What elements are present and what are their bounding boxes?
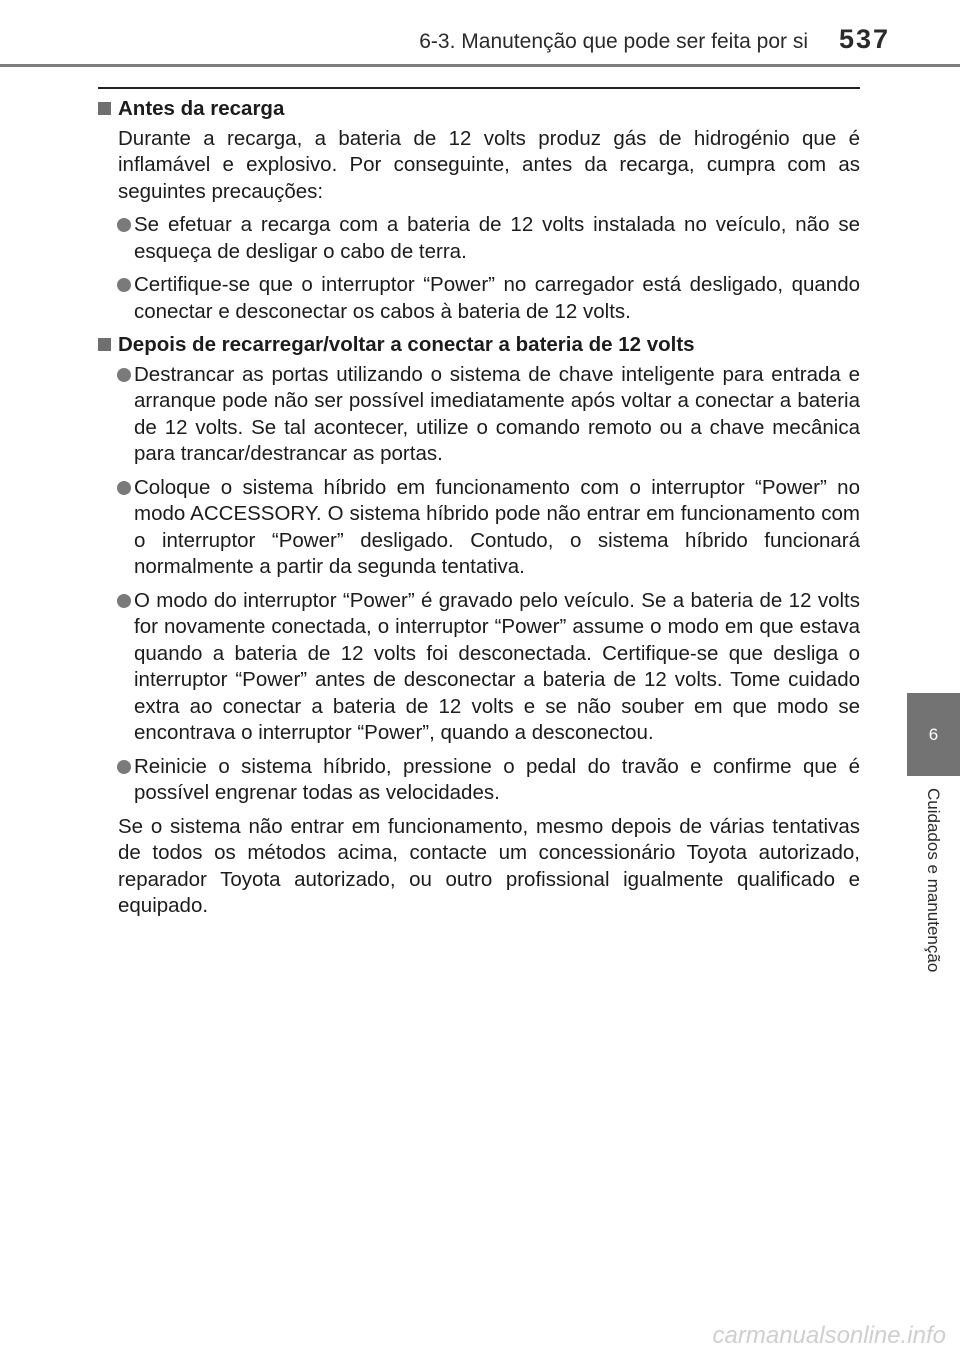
list-item	[98, 272, 860, 325]
list-item-text: O modo do interruptor “Power” é gravado pelo veículo. Se a bateria de 12 volts for novamente conectada, o interruptor “Power” assume o modo em que estava quando a bateria de 12 volts foi desconectada. Certifique-se que desliga o interruptor “Power” antes de desconectar a bateria de 12 volts. Tome cuidado extra ao conectar a bateria de 12 volts e se não souber em que modo se encontrava o interruptor “Power”, quando a desconectou.	[134, 588, 860, 744]
list-item	[98, 475, 860, 581]
content-divider	[98, 87, 860, 89]
chapter-title: Cuidados e manutenção	[924, 788, 943, 973]
list-item-text: Certifique-se que o interruptor “Power” no carregador está desligado, quando conectar e desconectar os cabos à bateria de 12 volts.	[134, 273, 860, 323]
page-content	[98, 96, 860, 927]
section-heading-before-charging	[98, 96, 860, 123]
watermark: carmanualsonline.info	[712, 1322, 946, 1349]
page-number: 537	[838, 24, 890, 54]
list-item	[98, 754, 860, 807]
heading-text: Antes da recarga	[118, 97, 285, 120]
chapter-number: 6	[928, 724, 939, 744]
header-divider	[0, 64, 960, 67]
section-title: 6-3. Manutenção que pode ser feita por si	[419, 30, 808, 53]
round-bullet-icon	[117, 218, 131, 232]
list-item-text: Destrancar as portas utilizando o sistema de chave inteligente para entrada e arranque pode não ser possível imediatamente após voltar a conectar a bateria de 12 volts. Se tal acontecer, utilize o comando remoto ou a chave mecânica para trancar/destrancar as portas.	[134, 362, 860, 465]
chapter-label	[910, 788, 956, 1018]
list-item-text: Se efetuar a recarga com a bateria de 12 volts instalada no veículo, não se esqueça de desligar o cabo de terra.	[134, 213, 860, 263]
round-bullet-icon	[117, 278, 131, 292]
chapter-tab	[907, 693, 960, 776]
round-bullet-icon	[117, 760, 131, 774]
round-bullet-icon	[117, 594, 131, 608]
page-header	[0, 0, 960, 66]
round-bullet-icon	[117, 368, 131, 382]
list-item	[98, 362, 860, 468]
section-heading-after-recharging	[98, 332, 860, 359]
list-item	[98, 588, 860, 747]
square-bullet-icon	[98, 338, 111, 351]
heading-text: Depois de recarregar/voltar a conectar a bateria de 12 volts	[118, 333, 695, 356]
list-item	[98, 212, 860, 265]
closing-paragraph: Se o sistema não entrar em funcionamento, mesmo depois de várias tentativas de todos os métodos acima, contacte um concessionário Toyota autorizado, reparador Toyota autorizado, ou outro profissional igualmente qualificado e equipado.	[118, 814, 860, 917]
list-item-text: Coloque o sistema híbrido em funcionamento com o interruptor “Power” no modo ACCESSORY. O sistema híbrido pode não entrar em funcionamento com o interruptor “Power” desligado. Contudo, o sistema híbrido funcionará normalmente a partir da segunda tentativa.	[134, 475, 860, 578]
list-item-text: Reinicie o sistema híbrido, pressione o pedal do travão e confirme que é possível engrenar todas as velocidades.	[134, 754, 860, 804]
square-bullet-icon	[98, 102, 111, 115]
round-bullet-icon	[117, 481, 131, 495]
intro-paragraph: Durante a recarga, a bateria de 12 volts produz gás de hidrogénio que é inflamável e explosivo. Por conseguinte, antes da recarga, cumpra com as seguintes precauções:	[118, 126, 860, 203]
